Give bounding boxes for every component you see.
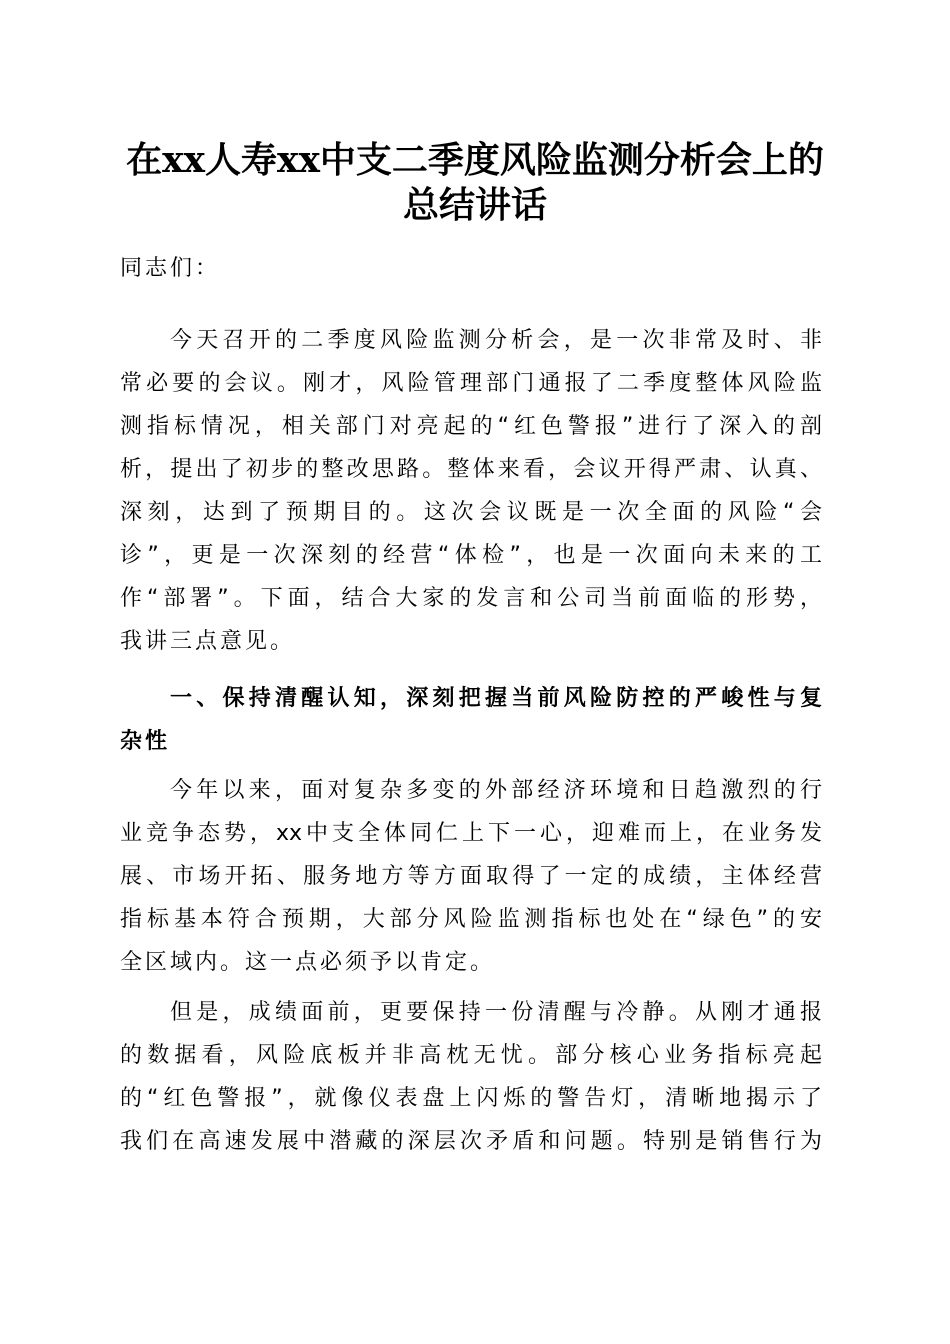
- paragraph-line: 今年以来，面对复杂多变的外部经济环境和日趋激烈的行: [170, 778, 822, 803]
- paragraph-line: 但是，成绩面前，更要保持一份清醒与冷静。从刚才通报: [170, 1000, 822, 1025]
- paragraph-line: 常必要的会议。刚才，风险管理部门通报了二季度整体风险监: [120, 371, 822, 396]
- title-line-2: 总结讲话: [402, 184, 547, 226]
- section-heading-line: 一、保持清醒认知，深刻把握当前风险防控的严峻性与复: [170, 686, 822, 711]
- paragraph-line: 诊”，更是一次深刻的经营“体检”，也是一次面向未来的工: [120, 543, 822, 568]
- paragraph-line: 今天召开的二季度风险监测分析会，是一次非常及时、非: [170, 328, 822, 353]
- paragraph-line: 的数据看，风险底板并非高枕无忧。部分核心业务指标亮起: [120, 1043, 822, 1068]
- paragraph-line: 我讲三点意见。: [120, 629, 296, 654]
- paragraph-line: 深刻，达到了预期目的。这次会议既是一次全面的风险“会: [120, 500, 822, 525]
- section-heading-line: 杂性: [120, 729, 171, 754]
- salutation: 同志们：: [120, 256, 221, 281]
- paragraph-line: 的“红色警报”，就像仪表盘上闪烁的警告灯，清晰地揭示了: [120, 1086, 822, 1111]
- paragraph-line: 全区域内。这一点必须予以肯定。: [120, 950, 496, 975]
- paragraph-line: 作“部署”。下面，结合大家的发言和公司当前面临的形势，: [120, 586, 822, 611]
- paragraph-line: 业竞争态势，xx中支全体同仁上下一心，迎难而上，在业务发: [120, 821, 822, 846]
- title-line-1: 在xx人寿xx中支二季度风险监测分析会上的: [126, 139, 824, 181]
- paragraph-line: 我们在高速发展中潜藏的深层次矛盾和问题。特别是销售行为: [120, 1129, 822, 1154]
- paragraph-line: 指标基本符合预期，大部分风险监测指标也处在“绿色”的安: [120, 907, 822, 932]
- paragraph-line: 展、市场开拓、服务地方等方面取得了一定的成绩，主体经营: [120, 864, 822, 889]
- paragraph-line: 析，提出了初步的整改思路。整体来看，会议开得严肃、认真、: [120, 457, 822, 482]
- paragraph-line: 测指标情况，相关部门对亮起的“红色警报”进行了深入的剖: [120, 414, 822, 439]
